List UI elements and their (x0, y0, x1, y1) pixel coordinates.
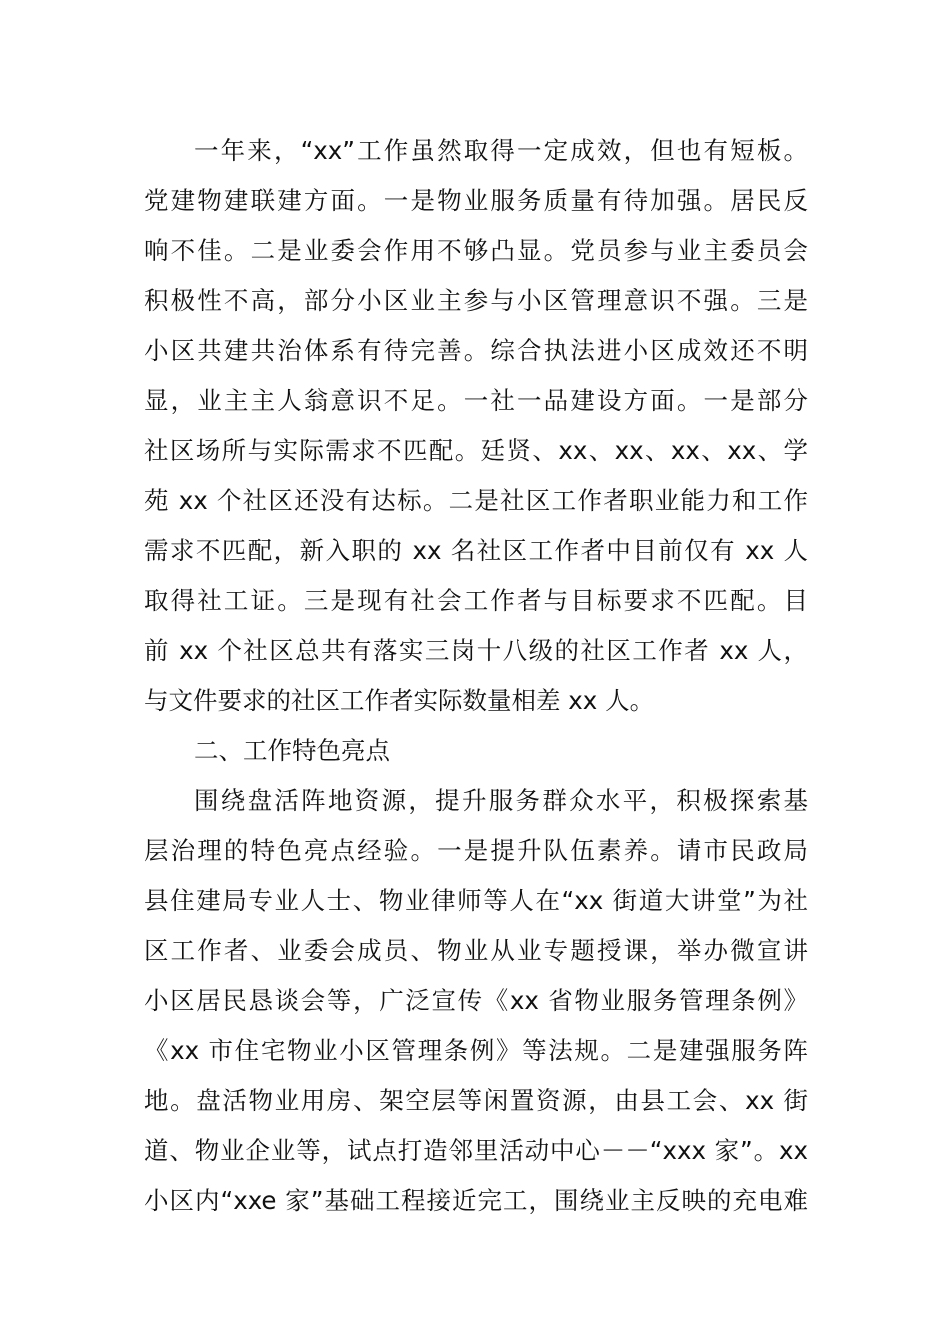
text-line: 取得社工证。三是现有社会工作者与目标要求不匹配。目 (144, 586, 808, 615)
text-line: 前 xx 个社区总共有落实三岗十八级的社区工作者 xx 人， (144, 636, 808, 665)
document-body (144, 126, 808, 1226)
text-line: 一年来，“xx”工作虽然取得一定成效，但也有短板。 (194, 136, 808, 165)
text-line: 小区居民恳谈会等，广泛宣传《xx 省物业服务管理条例》 (144, 986, 808, 1015)
text-line: 县住建局专业人士、物业律师等人在“xx 街道大讲堂”为社 (144, 886, 808, 915)
text-line: 显，业主主人翁意识不足。一社一品建设方面。一是部分 (144, 386, 808, 415)
text-line: 小区共建共治体系有待完善。综合执法进小区成效还不明 (144, 336, 808, 365)
text-line: 层治理的特色亮点经验。一是提升队伍素养。请市民政局 (144, 836, 808, 865)
text-line: 围绕盘活阵地资源，提升服务群众水平，积极探索基 (194, 786, 808, 815)
text-line: 社区场所与实际需求不匹配。廷贤、xx、xx、xx、xx、学 (144, 436, 808, 465)
text-line: 党建物建联建方面。一是物业服务质量有待加强。居民反 (144, 186, 808, 215)
section-heading: 二、工作特色亮点 (194, 736, 390, 765)
text-line: 响不佳。二是业委会作用不够凸显。党员参与业主委员会 (144, 236, 808, 265)
text-line: 积极性不高，部分小区业主参与小区管理意识不强。三是 (144, 286, 808, 315)
text-line: 与文件要求的社区工作者实际数量相差 xx 人。 (144, 686, 655, 715)
text-line: 小区内“xxe 家”基础工程接近完工，围绕业主反映的充电难 (144, 1186, 808, 1215)
text-line: 需求不匹配，新入职的 xx 名社区工作者中目前仅有 xx 人 (144, 536, 808, 565)
text-line: 道、物业企业等，试点打造邻里活动中心－－“xxx 家”。xx (144, 1136, 808, 1165)
text-line: 区工作者、业委会成员、物业从业专题授课，举办微宣讲 (144, 936, 808, 965)
text-line: 苑 xx 个社区还没有达标。二是社区工作者职业能力和工作 (144, 486, 808, 515)
text-line: 《xx 市住宅物业小区管理条例》等法规。二是建强服务阵 (144, 1036, 808, 1065)
text-line: 地。盘活物业用房、架空层等闲置资源，由县工会、xx 街 (144, 1086, 808, 1115)
